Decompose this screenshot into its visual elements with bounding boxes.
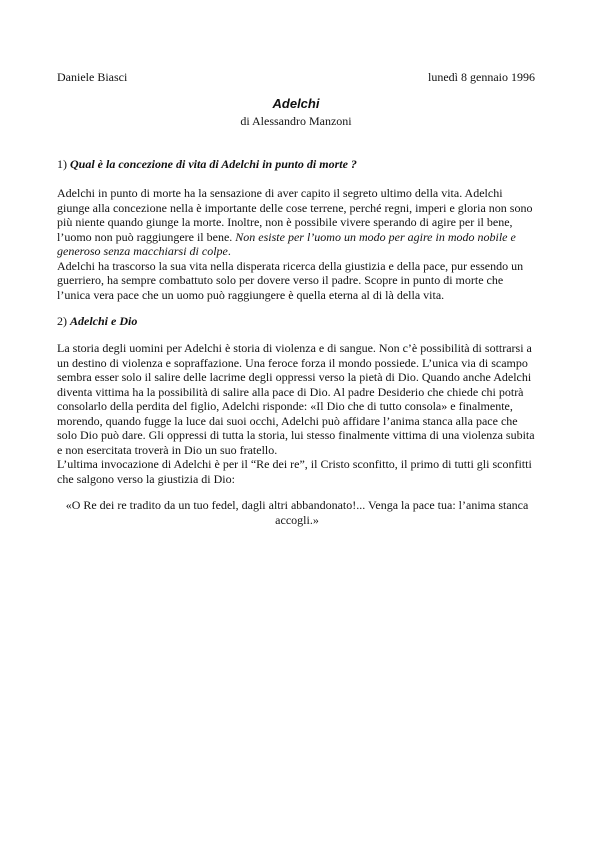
section2-number: 2)	[57, 314, 70, 328]
document-subtitle: di Alessandro Manzoni	[240, 114, 352, 128]
section1-paragraph-2: Adelchi ha trascorso la sua vita nella disperata ricerca della giustizia e della pace, pur essendo un guerriero, ha sempre combattuto solo per dovere verso il padre. Scopre in punto di morte che l’unica vera pace che un uomo può raggiungere è quella eterna al di là della vita.	[57, 258, 524, 302]
section1-heading	[57, 157, 537, 172]
section2-paragraph-2: L’ultima invocazione di Adelchi è per il “Re dei re”, il Cristo sconfitto, il primo di tutti gli sconfitti che salgono verso la giustizia di Dio:	[57, 457, 532, 486]
section1-paragraph-1-text: Adelchi in punto di morte ha la sensazione di aver capito il segreto ultimo della vita. Adelchi giunge alla concezione nella è importante delle cose terrene, perché regni, imperi e gloria non sono più niente quando giunge la morte. Inoltre, non è possibile vivere sperando di agire per il bene, l’uomo non può raggiungere il bene.	[57, 186, 533, 244]
section1-paragraph-1	[57, 186, 537, 259]
section2-paragraph-1: La storia degli uomini per Adelchi è storia di violenza e di sangue. Non c’è possibilità di sottrarsi a un destino di violenza e sopraffazione. Una feroce forza il mondo possiede. L’unica via di scampo sembra esser solo il salire delle lacrime degli oppressi verso la pietà di Dio. Quando anche Adelchi diventa vittima ha la possibilità di salire alla pace di Dio. Al padre Desiderio che chiede chi potrà consolarlo della perdita del figlio, Adelchi risponde: «Il Dio che di tutto consola» e finalmente, morendo, quando fugge la luce dai suoi occhi, Adelchi può affidare l’anima stanca alla pace che solo Dio può dare. Gli oppressi di tutta la storia, lui stesso finalmente vittima di una violenza subita e non esercitata troverà in Dio un suo fratello.	[57, 341, 535, 457]
section1-paragraph-1-end: .	[227, 244, 231, 258]
section2-question: Adelchi e Dio	[70, 314, 138, 328]
section1-number: 1)	[57, 157, 70, 171]
section1-body	[57, 186, 537, 302]
section2-body	[57, 341, 537, 486]
document-title: Adelchi	[272, 96, 320, 111]
section2-heading	[57, 314, 537, 329]
document-header	[57, 70, 535, 84]
section1-paragraph-1-italic: Non esiste per l’uomo un modo per agire in modo nobile e generoso senza macchiarsi di colpe	[57, 229, 516, 258]
section1-question: Qual è la concezione di vita di Adelchi in punto di morte ?	[70, 157, 357, 171]
closing-quote: «O Re dei re tradito da un tuo fedel, dagli altri abbandonato!... Venga la pace tua: l’anima stanca accogli.»	[65, 498, 529, 527]
document-date: lunedì 8 gennaio 1996	[428, 70, 535, 84]
author-name: Daniele Biasci	[57, 70, 128, 84]
